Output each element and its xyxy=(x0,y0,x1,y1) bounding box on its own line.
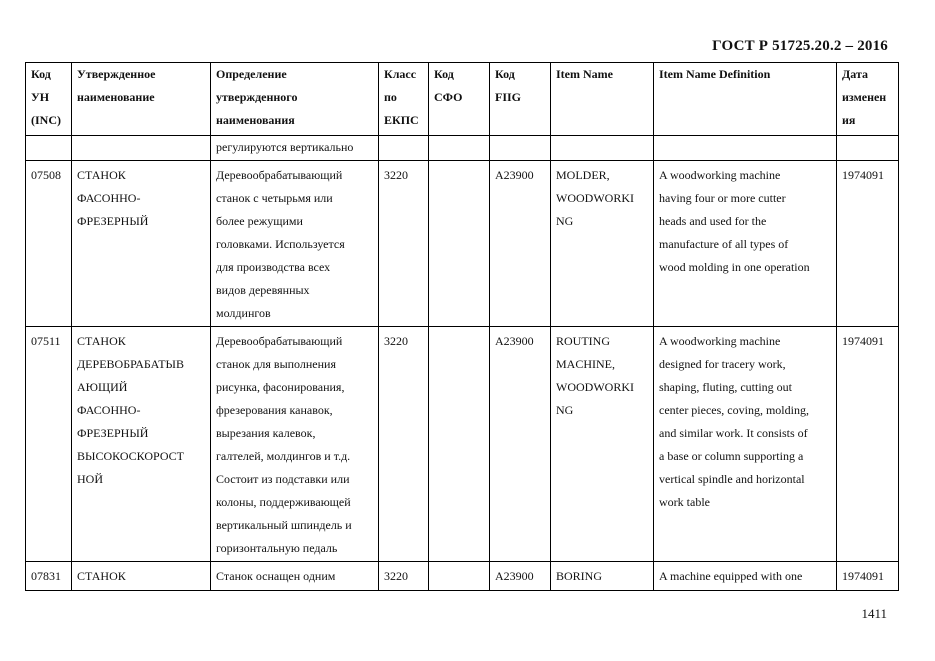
header-sfo: Код СФО xyxy=(429,63,490,136)
table-row xyxy=(26,327,899,562)
document-code: ГОСТ Р 51725.20.2 – 2016 xyxy=(712,38,888,54)
table-cell xyxy=(26,136,72,161)
header-item-definition: Item Name Definition xyxy=(654,63,837,136)
cell-class: 3220 xyxy=(379,562,429,591)
cell-date: 1974091 xyxy=(837,327,899,562)
table-cell xyxy=(72,136,211,161)
table-cell xyxy=(837,136,899,161)
header-inc: Код УН (INC) xyxy=(26,63,72,136)
cell-approved-name: СТАНОК ФАСОННО- ФРЕЗЕРНЫЙ xyxy=(72,161,211,327)
table-cell xyxy=(654,136,837,161)
cell-inc: 07831 xyxy=(26,562,72,591)
table-row xyxy=(26,161,899,327)
cell-sfo xyxy=(429,562,490,591)
header-item-name: Item Name xyxy=(551,63,654,136)
cell-class: 3220 xyxy=(379,161,429,327)
cell-item-definition: A machine equipped with one xyxy=(654,562,837,591)
inc-table xyxy=(25,62,899,591)
cell-item-name: BORING xyxy=(551,562,654,591)
cell-inc: 07508 xyxy=(26,161,72,327)
table-row xyxy=(26,562,899,591)
cell-definition: Деревообрабатывающий станок с четырьмя или более режущими головками. Используется для производства всех видов деревянных молдингов xyxy=(211,161,379,327)
page-number: 1411 xyxy=(861,606,887,621)
table-header-row xyxy=(26,63,899,136)
cell-sfo xyxy=(429,161,490,327)
header-class: Класс по ЕКПС xyxy=(379,63,429,136)
header-date: Дата изменен ия xyxy=(837,63,899,136)
table-cell xyxy=(429,136,490,161)
cell-definition: Станок оснащен одним xyxy=(211,562,379,591)
table-cell: регулируются вертикально xyxy=(211,136,379,161)
cell-fiig: A23900 xyxy=(490,327,551,562)
table-cell xyxy=(551,136,654,161)
cell-sfo xyxy=(429,327,490,562)
cell-item-definition: A woodworking machine designed for tracery work, shaping, fluting, cutting out center pieces, coving, molding, and similar work. It consists of a base or column supporting a vertical spindle and horizontal work table xyxy=(654,327,837,562)
cell-approved-name: СТАНОК ДЕРЕВОБРАБАТЫВ АЮЩИЙ ФАСОННО- ФРЕЗЕРНЫЙ ВЫСОКОСКОРОСТ НОЙ xyxy=(72,327,211,562)
cell-item-name: MOLDER, WOODWORKI NG xyxy=(551,161,654,327)
table-row-continuation xyxy=(26,136,899,161)
table-cell xyxy=(379,136,429,161)
cell-class: 3220 xyxy=(379,327,429,562)
cell-fiig: A23900 xyxy=(490,161,551,327)
cell-item-definition: A woodworking machine having four or more cutter heads and used for the manufacture of all types of wood molding in one operation xyxy=(654,161,837,327)
cell-fiig: A23900 xyxy=(490,562,551,591)
cell-item-name: ROUTING MACHINE, WOODWORKI NG xyxy=(551,327,654,562)
header-fiig: Код FIIG xyxy=(490,63,551,136)
cell-inc: 07511 xyxy=(26,327,72,562)
cell-date: 1974091 xyxy=(837,562,899,591)
cell-date: 1974091 xyxy=(837,161,899,327)
cell-definition: Деревообрабатывающий станок для выполнения рисунка, фасонирования, фрезерования канавок, вырезания калевок, галтелей, молдингов и т.д. Состоит из подставки или колоны, поддерживающей вертикальный шпиндель и горизонтальную педаль xyxy=(211,327,379,562)
header-approved-name: Утвержденное наименование xyxy=(72,63,211,136)
cell-approved-name: СТАНОК xyxy=(72,562,211,591)
header-definition: Определение утвержденного наименования xyxy=(211,63,379,136)
table-cell xyxy=(490,136,551,161)
